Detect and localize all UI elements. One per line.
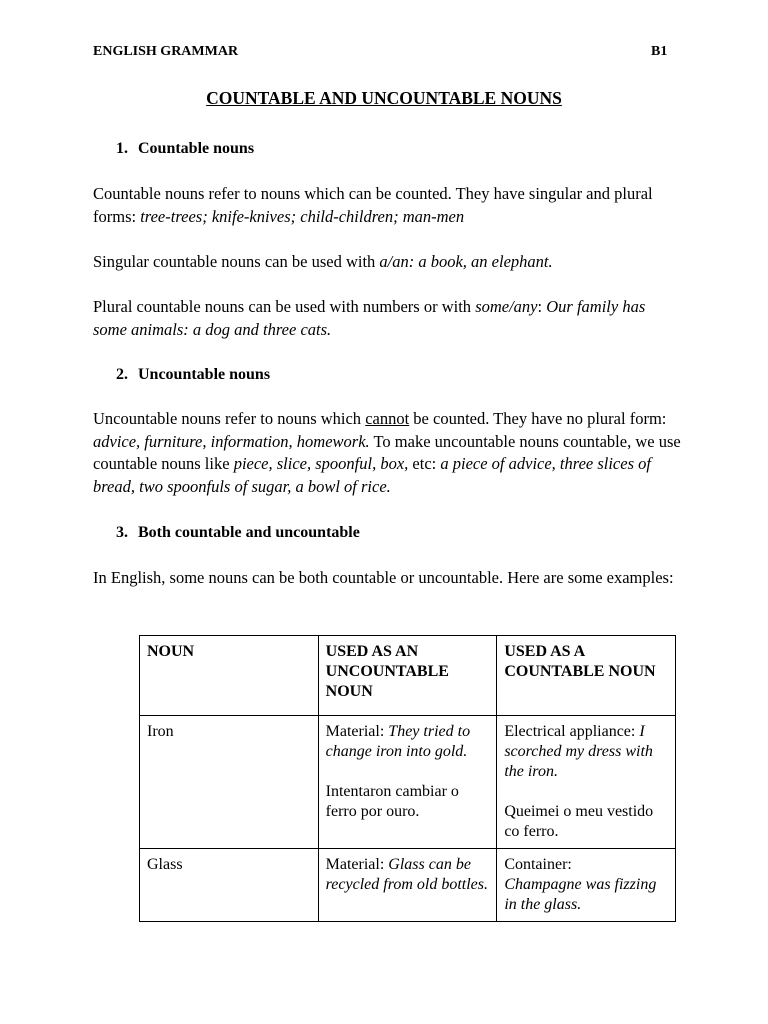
examples-table [139, 635, 676, 922]
translation: Queimei o meu vestido co ferro. [504, 803, 654, 840]
table-row [140, 716, 676, 849]
header-cell-noun: NOUN [140, 636, 319, 716]
section-number: 2. [116, 366, 128, 383]
cell-uncountable-use [318, 849, 497, 922]
section-title: Both countable and uncountable [138, 524, 360, 541]
table-row [140, 849, 676, 922]
example-italic: Champagne was fizzing in the glass. [504, 876, 657, 913]
section-number: 3. [116, 524, 128, 541]
usage-label: Electrical appliance: [504, 723, 640, 740]
paragraph-uncountable-definition [93, 408, 683, 498]
paragraph-singular-countable [93, 251, 683, 274]
translation: Intentaron cambiar o ferro por ouro. [325, 783, 459, 820]
usage-label: Material: [325, 856, 389, 873]
cell-countable-use [497, 716, 676, 849]
underlined-word: cannot [365, 409, 410, 428]
cell-noun: Iron [140, 716, 319, 849]
usage-label: Container: [504, 856, 572, 873]
text: Countable nouns refer to nouns which can be counted. They have singular and plural forms: [93, 184, 653, 226]
example-italic: Our family has some animals: a dog and three cats. [93, 297, 646, 339]
section-title: Uncountable nouns [138, 366, 271, 383]
cell-noun: Glass [140, 849, 319, 922]
example-italic: I scorched my dress with the iron. [504, 723, 653, 780]
cell-countable-use [497, 849, 676, 922]
example-italic: Glass can be recycled from old bottles. [325, 856, 488, 893]
section-number: 1. [116, 140, 128, 157]
table-header-row [140, 636, 676, 716]
text: To make uncountable nouns countable, we use countable nouns like [93, 431, 681, 473]
text: Plural countable nouns can be used with numbers or with [93, 297, 476, 316]
usage-label: Material: [325, 723, 389, 740]
text: : [537, 297, 547, 316]
text: be counted. They have no plural form: [409, 409, 667, 428]
text: Singular countable nouns can be used with [93, 252, 380, 271]
examples-italic: tree-trees; knife-knives; child-children; man-men [140, 206, 465, 226]
examples-italic: a/an: a book, an elephant. [379, 252, 553, 271]
text: Uncountable nouns refer to nouns which [93, 409, 366, 428]
paragraph-plural-countable [93, 296, 683, 341]
section-heading-uncountable [116, 366, 270, 384]
page-title: COUNTABLE AND UNCOUNTABLE NOUNS [206, 88, 562, 108]
text: etc: [408, 454, 441, 473]
cell-uncountable-use [318, 716, 497, 849]
examples-italic: a piece of advice, three slices of bread, two spoonfuls of sugar, a bowl of rice. [93, 454, 651, 496]
section-title: Countable nouns [138, 140, 255, 157]
paragraph-countable-definition [93, 183, 683, 228]
keyword-italic: some/any [475, 297, 538, 316]
header-level: B1 [651, 44, 668, 59]
header-subject: ENGLISH GRAMMAR [93, 44, 239, 59]
section-heading-both [116, 524, 360, 542]
examples-italic: advice, furniture, information, homework. [93, 431, 370, 451]
header-cell-uncountable: USED AS AN UNCOUNTABLE NOUN [318, 636, 497, 716]
paragraph-both-intro: In English, some nouns can be both countable or uncountable. Here are some examples: [93, 568, 674, 587]
example-italic: They tried to change iron into gold. [325, 723, 471, 760]
keywords-italic: piece, slice, spoonful, box, [233, 454, 409, 473]
header-cell-countable: USED AS A COUNTABLE NOUN [497, 636, 676, 716]
section-heading-countable [116, 140, 254, 158]
